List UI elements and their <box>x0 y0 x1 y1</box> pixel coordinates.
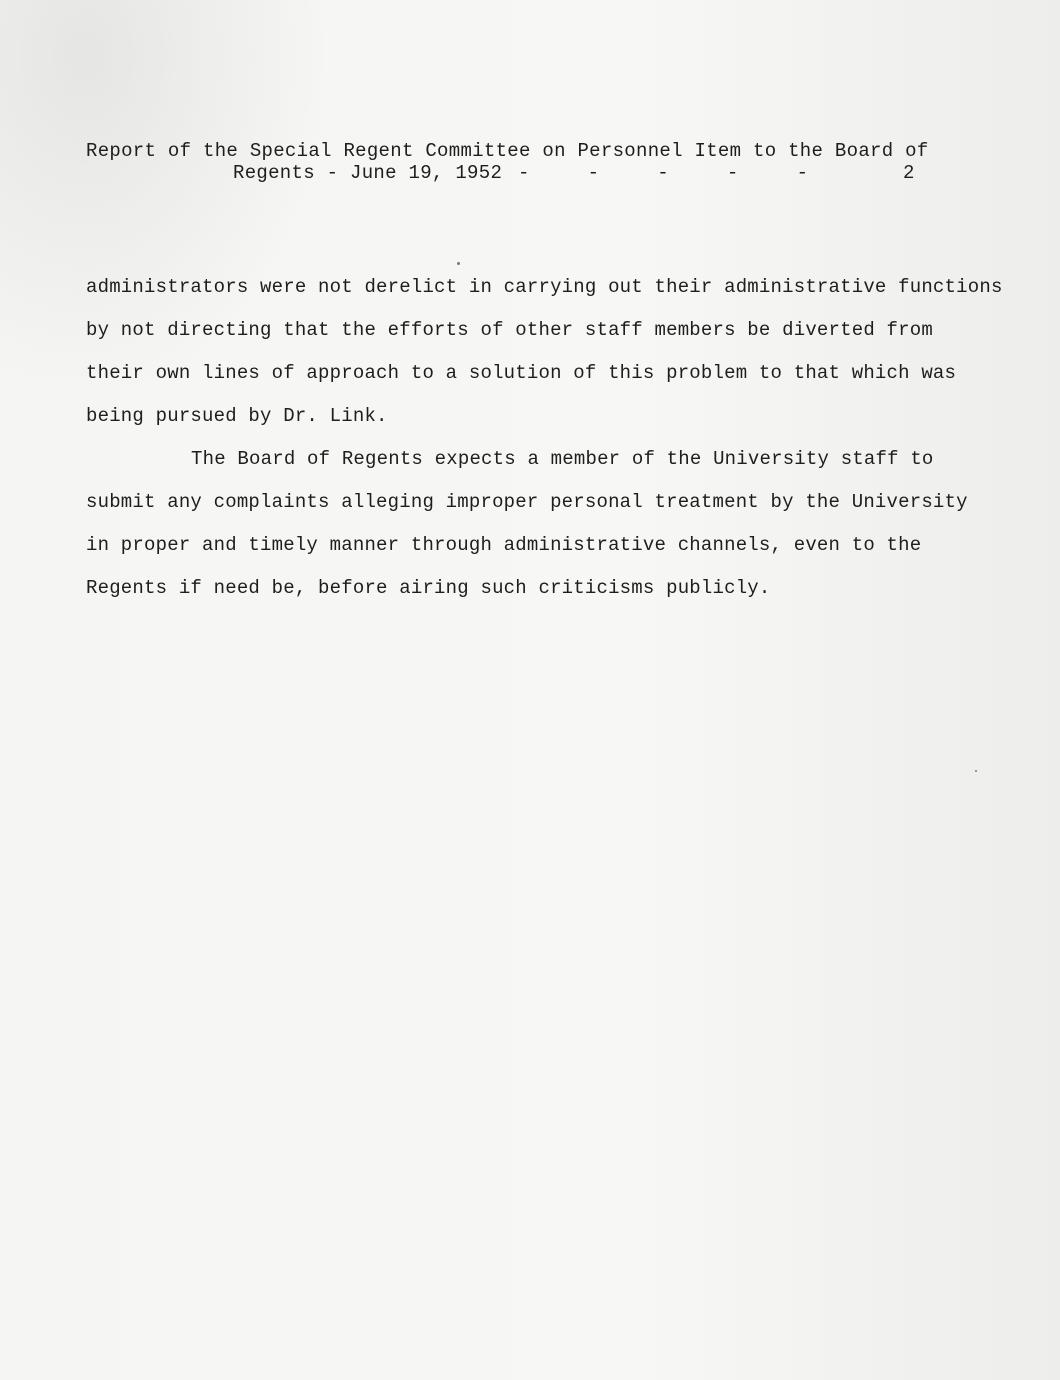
dash-leader <box>518 162 808 184</box>
leader-dash: - <box>657 162 669 184</box>
body-line: by not directing that the efforts of other staff members be diverted from <box>86 319 933 341</box>
header-title-line-2: Regents - June 19, 1952 <box>233 162 503 184</box>
ink-speck <box>457 262 460 265</box>
body-line: submit any complaints alleging improper personal treatment by the University <box>86 491 968 513</box>
leader-dash: - <box>518 162 530 184</box>
page-number: 2 <box>903 162 915 184</box>
body-line: being pursued by Dr. Link. <box>86 405 388 427</box>
header-title-line-1: Report of the Special Regent Committee on Personnel Item to the Board of <box>86 140 929 162</box>
leader-dash: - <box>796 162 808 184</box>
leader-dash: - <box>726 162 739 184</box>
ink-speck <box>975 770 977 772</box>
body-line: their own lines of approach to a solution of this problem to that which was <box>86 362 957 384</box>
body-line: in proper and timely manner through administrative channels, even to the <box>86 534 922 556</box>
body-line: administrators were not derelict in carrying out their administrative functions <box>86 276 1003 298</box>
body-line: Regents if need be, before airing such criticisms publicly. <box>86 577 771 599</box>
body-line: The Board of Regents expects a member of the University staff to <box>191 448 934 470</box>
body-text <box>86 266 1003 610</box>
leader-dash: - <box>587 162 600 184</box>
